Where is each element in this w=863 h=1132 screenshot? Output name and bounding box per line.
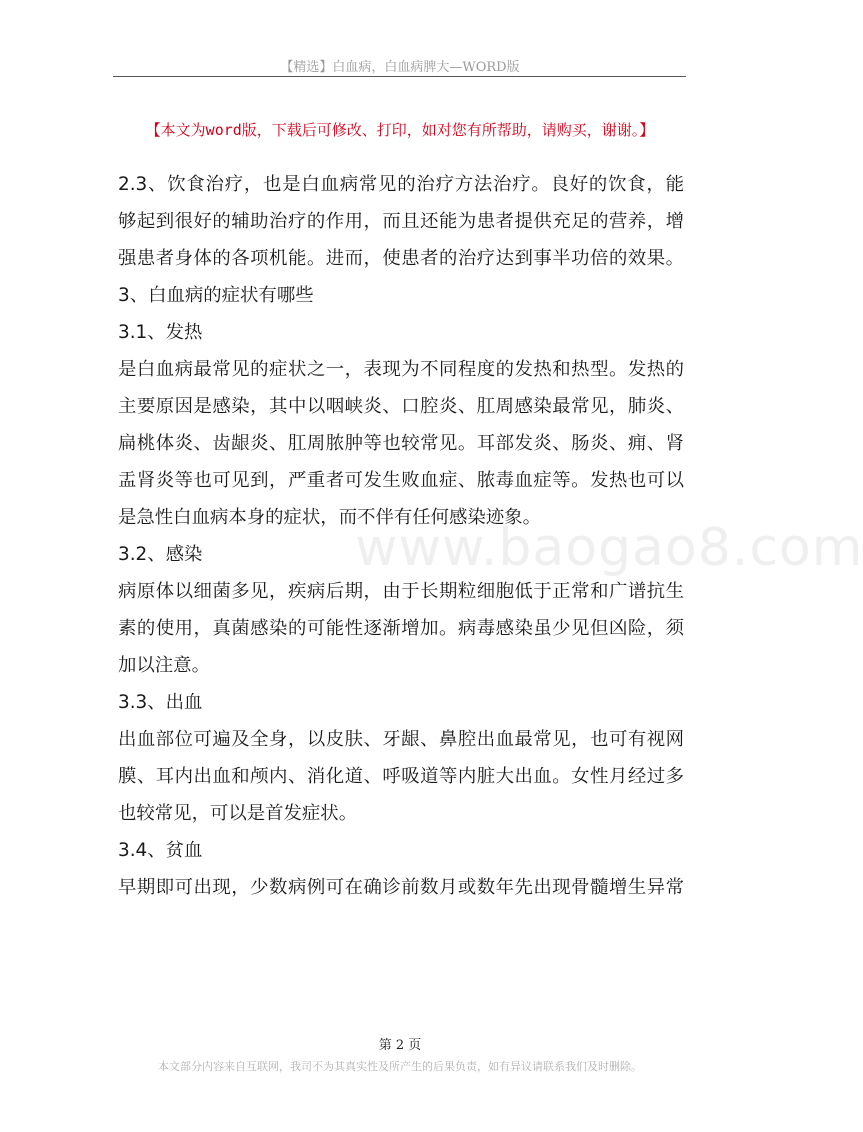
download-notice: 【本文为word版，下载后可修改、打印，如对您有所帮助，请购买，谢谢。】: [145, 121, 655, 139]
subsection-heading: 3.1、发热: [118, 322, 203, 343]
paragraph-line: 病原体以细菌多见，疾病后期，由于长期粒细胞低于正常和广谱抗生: [118, 581, 684, 602]
paragraph-line: 2.3、饮食治疗，也是白血病常见的治疗方法治疗。良好的饮食，能: [118, 174, 684, 195]
header-divider: [113, 76, 686, 77]
paragraph-line: 膜、耳内出血和颅内、消化道、呼吸道等内脏大出血。女性月经过多: [118, 766, 684, 787]
paragraph-line: 盂肾炎等也可见到，严重者可发生败血症、脓毒血症等。发热也可以: [118, 470, 684, 491]
paragraph-line: 素的使用，真菌感染的可能性逐渐增加。病毒感染虽少见但凶险，须: [118, 618, 684, 639]
page-number: 第 2 页: [378, 1038, 422, 1053]
paragraph-line: 出血部位可遍及全身，以皮肤、牙龈、鼻腔出血最常见，也可有视网: [118, 729, 684, 750]
subsection-heading: 3.3、出血: [118, 692, 203, 713]
subsection-heading: 3.2、感染: [118, 544, 203, 565]
footer-disclaimer: 本文部分内容来自互联网，我司不为其真实性及所产生的后果负责，如有异议请联系我们及时删除。: [158, 1060, 642, 1073]
section-heading: 3、白血病的症状有哪些: [118, 285, 314, 306]
subsection-heading: 3.4、贫血: [118, 840, 203, 861]
document-body: [118, 166, 684, 906]
paragraph-line: 主要原因是感染，其中以咽峡炎、口腔炎、肛周感染最常见，肺炎、: [118, 396, 684, 417]
page-header-title: 【精选】白血病，白血病脾大—WORD版: [280, 60, 520, 75]
paragraph-line: 加以注意。: [118, 655, 210, 676]
paragraph-line: 是急性白血病本身的症状，而不伴有任何感染迹象。: [118, 507, 541, 528]
paragraph-line: 强患者身体的各项机能。进而，使患者的治疗达到事半功倍的效果。: [118, 248, 684, 269]
watermark-text: www.baogao8.com: [355, 518, 863, 578]
paragraph-line: 扁桃体炎、齿龈炎、肛周脓肿等也较常见。耳部发炎、肠炎、痈、肾: [118, 433, 684, 454]
paragraph-line: 够起到很好的辅助治疗的作用，而且还能为患者提供充足的营养，增: [118, 211, 684, 232]
paragraph-line: 是白血病最常见的症状之一，表现为不同程度的发热和热型。发热的: [118, 359, 684, 380]
paragraph-line: 也较常见，可以是首发症状。: [118, 803, 358, 824]
paragraph-line: 早期即可出现，少数病例可在确诊前数月或数年先出现骨髓增生异常: [118, 877, 684, 898]
